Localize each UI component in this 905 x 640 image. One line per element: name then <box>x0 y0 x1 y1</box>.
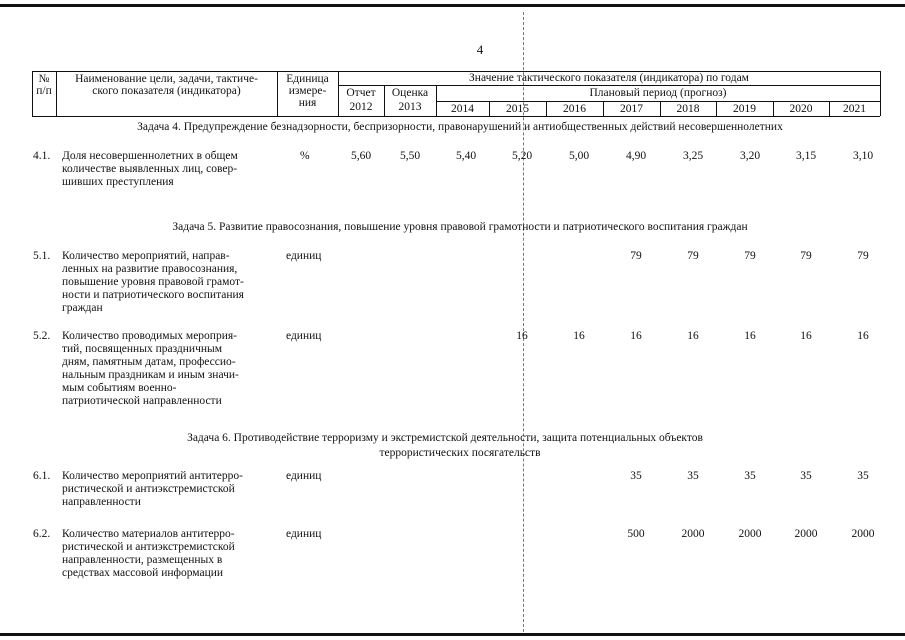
row-6-2-name: Количество материалов антитерро- ристической и антиэкстремистской направленности, размещенных в средствах массовой информации <box>62 528 235 579</box>
row-5-1-value-2021: 79 <box>857 250 869 262</box>
row-6-2-value-2017: 500 <box>627 528 645 540</box>
row-4-1-unit: % <box>300 150 310 162</box>
row-6-2-value-2019: 2000 <box>738 528 762 540</box>
bottom-border <box>0 633 905 636</box>
row-5-1-value-2019: 79 <box>744 250 756 262</box>
row-6-2-value-2020: 2000 <box>794 528 818 540</box>
header-name: Наименование цели, задачи, тактиче- ского показателя (индикатора) <box>75 73 258 97</box>
row-4-1-num: 4.1. <box>33 150 51 162</box>
row-4-1-name: Доля несовершеннолетних в общем количестве выявленных лиц, совер- шивших преступления <box>62 150 238 188</box>
row-5-2-name: Количество проводимых мероприя- тий, посвященных праздничным дням, памятным датам, профессио- нальным праздникам и иным значи- мым событиям военно- патриотической направленности <box>62 330 239 407</box>
row-4-1-value-2015: 5,20 <box>511 150 533 162</box>
header-year-2020: 2020 <box>789 103 813 115</box>
row-5-1-unit: единиц <box>286 250 322 262</box>
row-5-2-num: 5.2. <box>33 330 51 342</box>
row-5-1-name: Количество мероприятий, направ- ленных на развитие правосознания, повышение уровня правовой грамот- ности и патриотического воспитания граждан <box>62 250 244 314</box>
row-5-2-value-2016: 16 <box>573 330 585 342</box>
row-4-1-value-2016: 5,00 <box>568 150 590 162</box>
header-plan-title: Плановый период (прогноз) <box>589 87 727 99</box>
row-6-1-value-2021: 35 <box>857 470 869 482</box>
header-year-2014: 2014 <box>451 103 474 115</box>
row-6-1-num: 6.1. <box>33 470 51 482</box>
row-5-2-value-2021: 16 <box>857 330 869 342</box>
row-6-2-unit: единиц <box>286 528 322 540</box>
header-value-title: Значение тактического показателя (индикатора) по годам <box>469 72 749 84</box>
header-year-2016: 2016 <box>563 103 586 115</box>
header-unit: Единица измере- ния <box>286 73 329 109</box>
header-year-2018: 2018 <box>676 103 700 115</box>
row-4-1-value-2019: 3,20 <box>739 150 761 162</box>
header-estimate: Оценка 2013 <box>391 87 429 113</box>
header-year-2015: 2015 <box>506 103 529 115</box>
row-6-1-value-2019: 35 <box>744 470 756 482</box>
page-number: 4 <box>476 42 484 57</box>
header-num: № п/п <box>36 73 52 97</box>
row-5-1-value-2018: 79 <box>687 250 699 262</box>
row-5-1-value-2017: 79 <box>630 250 642 262</box>
row-5-2-value-2018: 16 <box>687 330 699 342</box>
row-4-1-value-2012: 5,60 <box>350 150 372 162</box>
row-5-1-num: 5.1. <box>33 250 51 262</box>
row-6-1-value-2018: 35 <box>687 470 699 482</box>
row-5-2-value-2019: 16 <box>744 330 756 342</box>
row-4-1-value-2021: 3,10 <box>852 150 874 162</box>
row-6-2-value-2018: 2000 <box>681 528 705 540</box>
header-year-2017: 2017 <box>620 103 643 115</box>
row-6-1-unit: единиц <box>286 470 322 482</box>
row-6-1-value-2017: 35 <box>630 470 642 482</box>
top-border <box>0 4 905 7</box>
task-4-title: Задача 4. Предупреждение безнадзорности, беспризорности, правонарушений и антиобщественных действий несовершеннолетних <box>137 121 783 133</box>
header-year-2021: 2021 <box>843 103 866 115</box>
task-6-title: Задача 6. Противодействие терроризму и экстремистской деятельности, защита потенциальных объектов террористических посягательств <box>187 432 703 459</box>
row-5-2-value-2017: 16 <box>630 330 642 342</box>
row-4-1-value-2013: 5,50 <box>399 150 421 162</box>
row-4-1-value-2017: 4,90 <box>625 150 647 162</box>
row-4-1-value-2018: 3,25 <box>682 150 704 162</box>
row-4-1-value-2020: 3,15 <box>795 150 817 162</box>
header-report: Отчет 2012 <box>346 87 376 113</box>
task-5-title: Задача 5. Развитие правосознания, повышение уровня правовой грамотности и патриотического воспитания граждан <box>172 221 748 233</box>
row-6-2-num: 6.2. <box>33 528 51 540</box>
row-5-2-value-2020: 16 <box>800 330 812 342</box>
row-6-1-value-2020: 35 <box>800 470 812 482</box>
row-5-2-value-2015: 16 <box>516 330 528 342</box>
row-5-2-unit: единиц <box>286 330 322 342</box>
row-4-1-value-2014: 5,40 <box>455 150 477 162</box>
row-5-1-value-2020: 79 <box>800 250 812 262</box>
row-6-2-value-2021: 2000 <box>851 528 875 540</box>
table-header <box>32 71 880 117</box>
row-6-1-name: Количество мероприятий антитерро- ристической и антиэкстремистской направленности <box>62 470 243 508</box>
header-year-2019: 2019 <box>733 103 756 115</box>
